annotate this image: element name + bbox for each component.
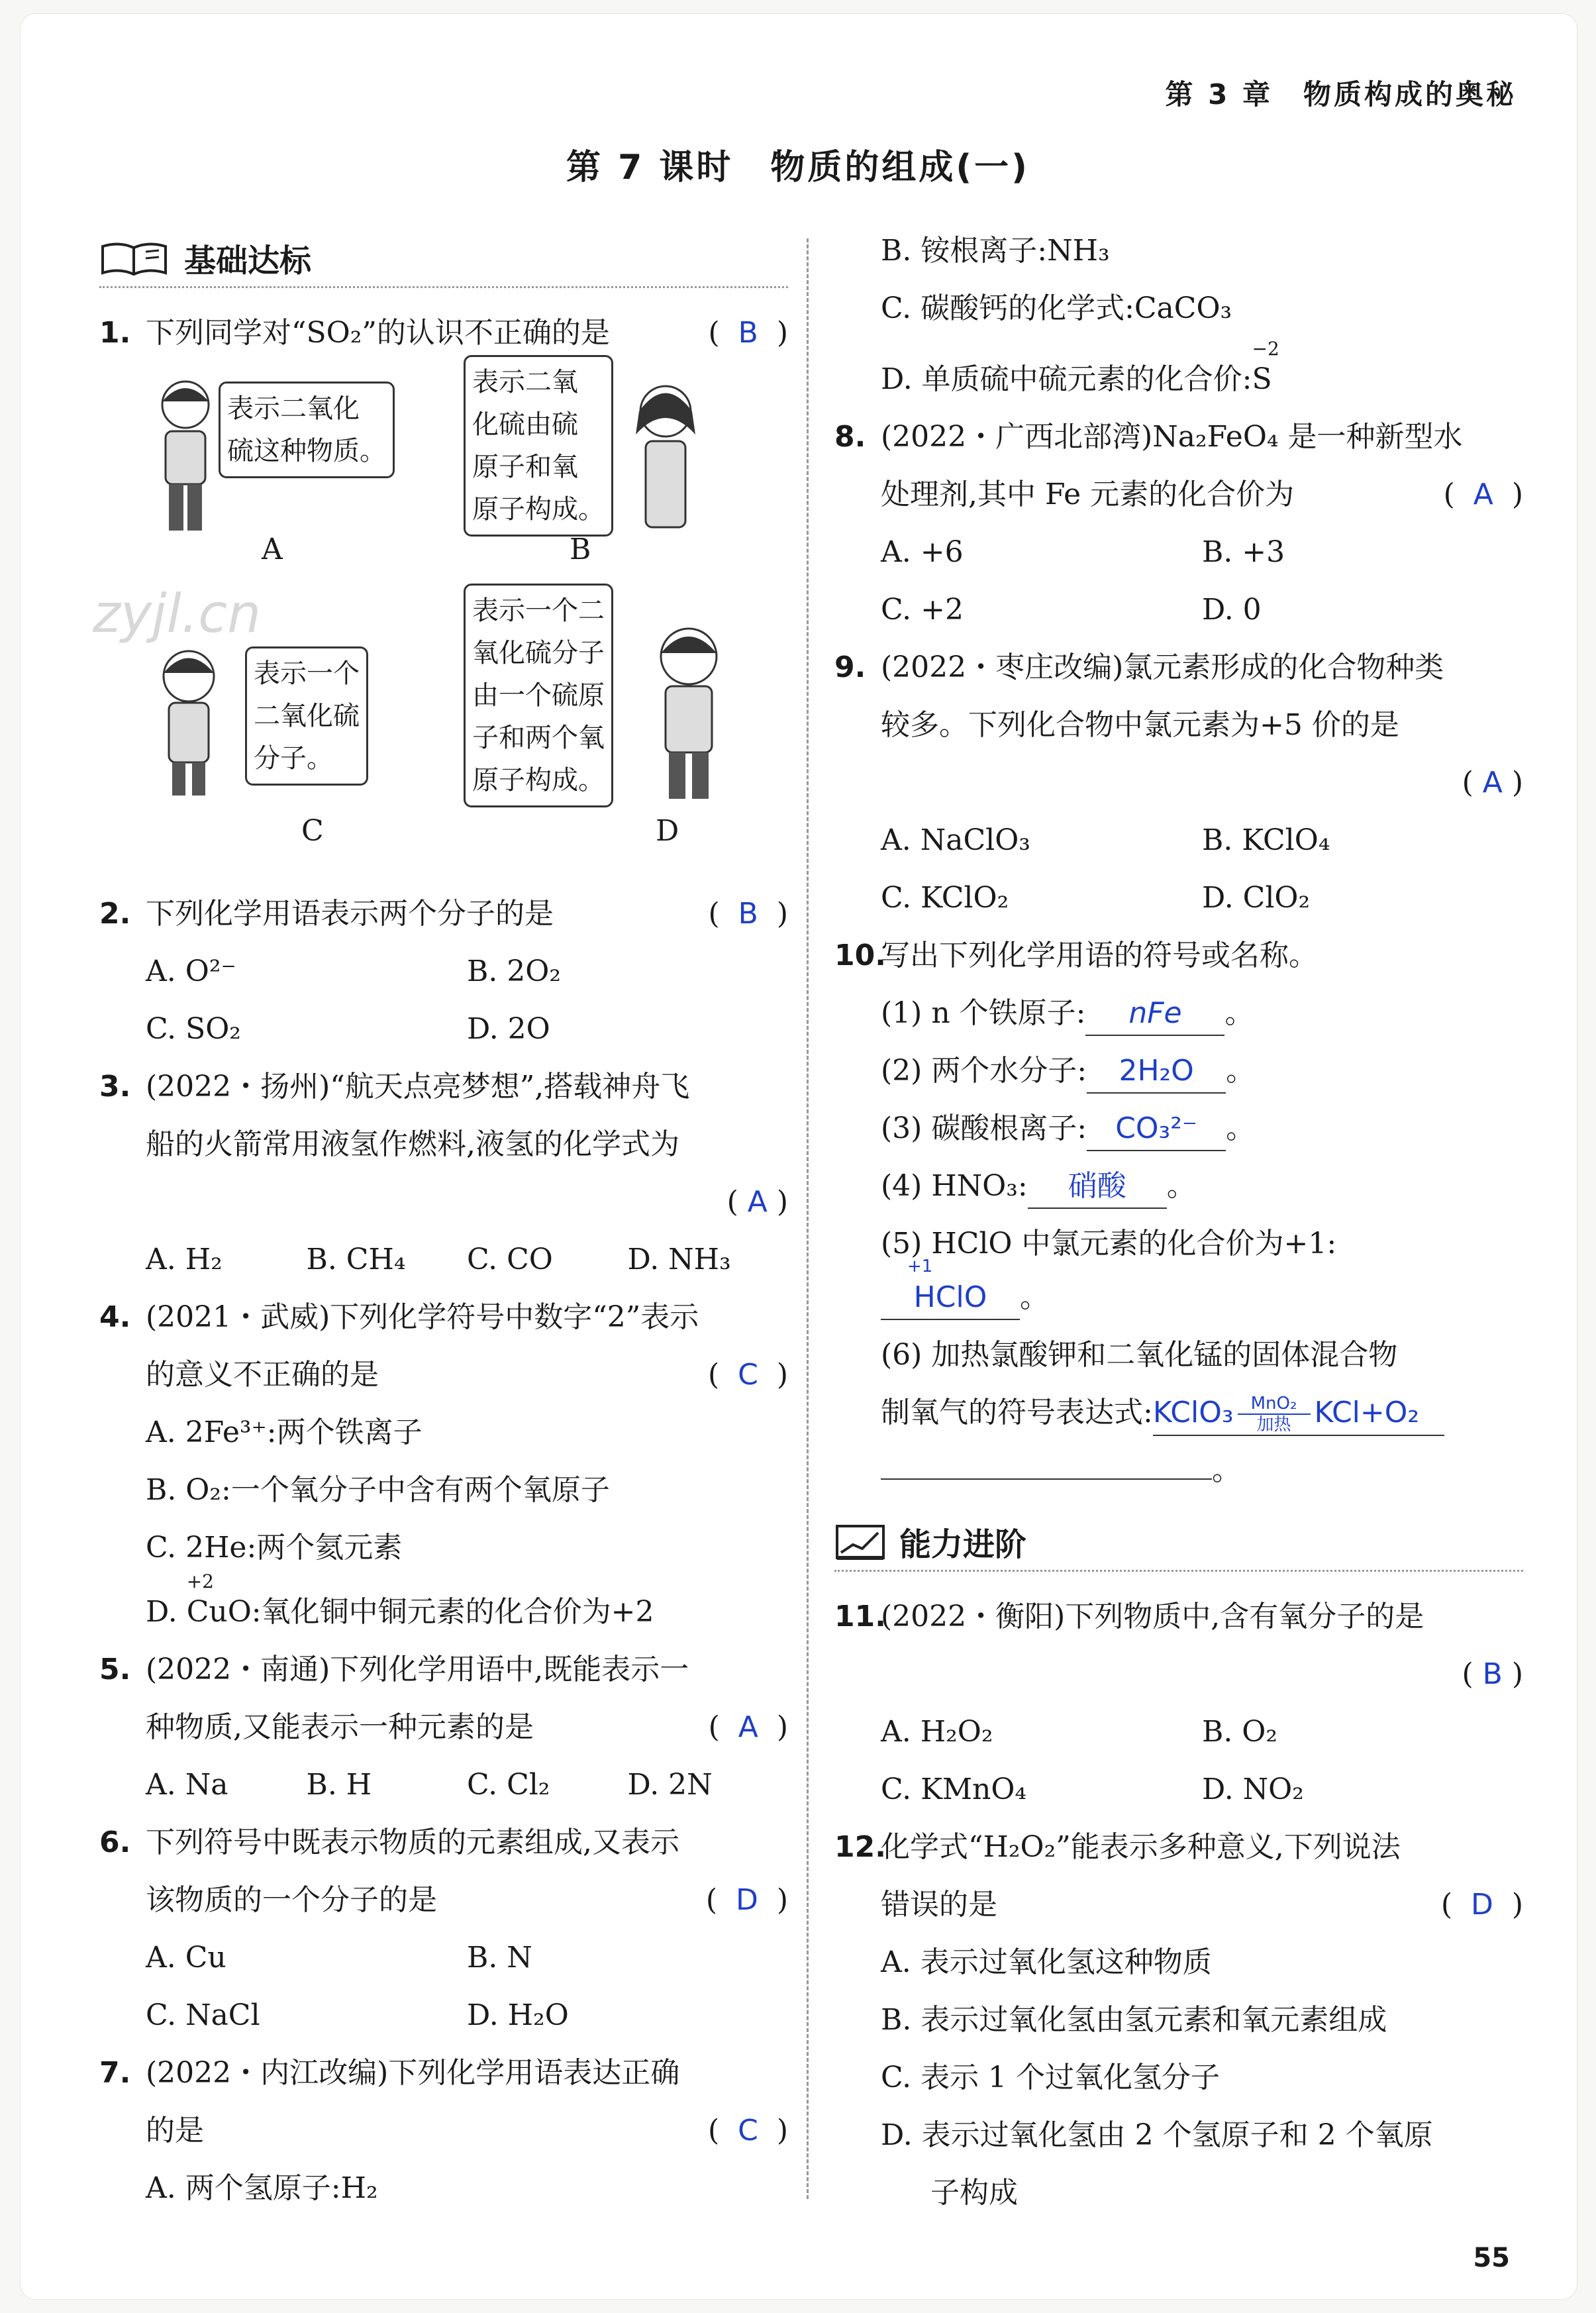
lesson-title: 第 7 课时 物质的组成(一) xyxy=(566,148,1030,187)
question-text-cont: 船的火箭常用液氢作燃料,液氢的化学式为 xyxy=(146,1127,679,1161)
question-text: (2022・内江改编)下列化学用语表达正确 xyxy=(146,2056,680,2090)
label-d: D xyxy=(656,814,679,848)
sub-question-3: (3) 碳酸根离子: CO₃²⁻ 。 xyxy=(834,1100,1523,1157)
option-a: A. H₂O₂ xyxy=(881,1715,993,1749)
question-text: 下列符号中既表示物质的元素组成,又表示 xyxy=(146,1825,679,1859)
option-d: D. NH₃ xyxy=(627,1243,731,1276)
answer-field: KClO₃ MnO₂ 加热 KCl+O₂ xyxy=(1153,1392,1444,1436)
section-title: 基础达标 xyxy=(184,242,312,280)
bubble-c: 表示一个 二氧化硫 分子。 xyxy=(245,646,368,786)
question-text-cont: 种物质,又能表示一种元素的是 xyxy=(146,1710,534,1744)
option-d: D. NO₂ xyxy=(1202,1773,1304,1806)
answer-box: ( D ) xyxy=(705,1883,788,1917)
option-a: A. 两个氢原子:H₂ xyxy=(146,2171,378,2205)
options xyxy=(834,523,1523,639)
question-number: 3. xyxy=(99,1070,131,1104)
sub-question-4: (4) HNO₃: 硝酸 。 xyxy=(834,1157,1523,1215)
question-text-cont: 错误的是 xyxy=(881,1888,997,1922)
options xyxy=(99,1929,788,2044)
option-b: B. H xyxy=(306,1768,372,1802)
question-5 xyxy=(99,1641,788,1814)
question-11 xyxy=(834,1588,1523,1818)
girl-illustration xyxy=(623,375,709,534)
option-b: B. +3 xyxy=(1202,535,1285,569)
question-text-cont: 处理剂,其中 Fe 元素的化合价为 xyxy=(881,478,1295,511)
option-c: C. CO xyxy=(467,1243,553,1276)
label-b: B xyxy=(570,533,591,566)
question-text: (2022・枣庄改编)氯元素形成的化合物种类 xyxy=(881,650,1444,684)
bubble-d: 表示一个二 氧化硫分子 由一个硫原 子和两个氧 原子构成。 xyxy=(464,584,613,807)
option-c: C. Cl₂ xyxy=(467,1768,550,1802)
answer-field: +1 HClO xyxy=(881,1276,1020,1320)
question-3 xyxy=(99,1058,788,1288)
answer-field: CO₃²⁻ xyxy=(1087,1107,1226,1151)
answer-field: nFe xyxy=(1085,992,1224,1036)
bubble-b: 表示二氧 化硫由硫 原子和氧 原子构成。 xyxy=(464,355,613,537)
right-column xyxy=(834,222,1523,2222)
question-number: 6. xyxy=(99,1825,131,1859)
option-b: B. O₂:一个氧分子中含有两个氧原子 xyxy=(146,1473,610,1507)
option-a: A. Cu xyxy=(146,1941,226,1975)
question-number: 2. xyxy=(99,897,131,931)
answer-box: ( C ) xyxy=(707,2114,788,2147)
option-d-cont: 子构成 xyxy=(930,2176,1018,2210)
question-12 xyxy=(834,1818,1523,2222)
question-6 xyxy=(99,1814,788,2044)
question-number: 8. xyxy=(834,420,866,454)
question-text-cont: 的意义不正确的是 xyxy=(146,1358,379,1392)
question-number: 9. xyxy=(834,650,866,684)
question-7 xyxy=(99,2044,788,2217)
options xyxy=(99,1231,788,1288)
column-divider xyxy=(807,238,809,2199)
question-9 xyxy=(834,639,1523,927)
section-title: 能力进阶 xyxy=(899,1526,1027,1563)
question-text: 下列同学对“SO₂”的认识不正确的是 xyxy=(146,316,610,350)
question-7-cont xyxy=(834,222,1523,408)
option-d: D. 单质硫中硫元素的化合价: −2 S xyxy=(881,338,1279,396)
section-basic xyxy=(99,235,788,288)
sub-question-6: (6) 加热氯酸钾和二氧化锰的固体混合物 制氧气的符号表达式:KClO₃ MnO₂ 加热 KCl+O₂ 。 xyxy=(834,1326,1523,1499)
answer-field: 2H₂O xyxy=(1087,1050,1226,1094)
answer-box: ( D ) xyxy=(1440,1888,1523,1922)
sub-question-5: (5) HClO 中氯元素的化合价为+1: +1 HClO 。 xyxy=(834,1215,1523,1326)
option-b: B. KClO₄ xyxy=(1202,823,1330,857)
question-text: 化学式“H₂O₂”能表示多种意义,下列说法 xyxy=(881,1830,1401,1864)
option-d: D. +2 CuO:氧化铜中铜元素的化合价为+2 xyxy=(146,1570,654,1629)
bubble-a: 表示二氧化 硫这种物质。 xyxy=(219,382,395,478)
question-text: (2022・南通)下列化学用语中,既能表示一 xyxy=(146,1653,689,1686)
answer-box: ( A ) xyxy=(1462,766,1523,799)
label-a: A xyxy=(262,533,283,566)
option-b: B. CH₄ xyxy=(306,1243,406,1276)
left-column xyxy=(99,235,788,2217)
option-d: D. H₂O xyxy=(467,1998,569,2032)
question-number: 1. xyxy=(99,316,131,350)
options xyxy=(834,811,1523,927)
options xyxy=(99,943,788,1058)
option-a: A. O²⁻ xyxy=(146,954,236,988)
question-text: (2022・衡阳)下列物质中,含有氧分子的是 xyxy=(881,1600,1424,1633)
answer-box: ( B ) xyxy=(708,897,788,931)
answer-box: ( A ) xyxy=(1443,478,1523,511)
option-a: A. Na xyxy=(146,1768,228,1802)
question-1 xyxy=(99,304,788,885)
option-c: C. 碳酸钙的化学式:CaCO₃ xyxy=(881,291,1232,325)
answer-box: ( B ) xyxy=(708,316,788,350)
option-c: C. KMnO₄ xyxy=(881,1773,1027,1806)
option-a: A. H₂ xyxy=(146,1243,223,1276)
option-a: A. 2Fe³⁺:两个铁离子 xyxy=(146,1415,423,1449)
option-b: B. O₂ xyxy=(1202,1715,1278,1749)
label-c: C xyxy=(301,814,324,848)
option-b: B. 铵根离子:NH₃ xyxy=(881,234,1110,268)
question-number: 12. xyxy=(834,1830,886,1864)
question-number: 10. xyxy=(834,939,886,972)
option-b: B. 表示过氧化氢由氢元素和氧元素组成 xyxy=(881,2003,1387,2037)
option-c: C. +2 xyxy=(881,593,964,627)
option-b: B. 2O₂ xyxy=(467,954,562,988)
answer-box: ( A ) xyxy=(726,1185,788,1219)
option-d: D. 2N xyxy=(627,1768,713,1802)
option-a: A. +6 xyxy=(881,535,964,569)
sub-question-2: (2) 两个水分子: 2H₂O 。 xyxy=(834,1042,1523,1100)
question-number: 4. xyxy=(99,1300,131,1334)
question-4 xyxy=(99,1288,788,1641)
option-a: A. 表示过氧化氢这种物质 xyxy=(881,1945,1212,1979)
chapter-header: 第 3 章 物质构成的奥秘 xyxy=(1165,78,1517,111)
answer-box: ( B ) xyxy=(1462,1657,1523,1691)
page-number: 55 xyxy=(1473,2243,1510,2273)
options xyxy=(834,1703,1523,1818)
option-a: A. NaClO₃ xyxy=(881,823,1030,857)
question-text-cont: 较多。下列化合物中氯元素为+5 价的是 xyxy=(881,708,1399,742)
option-c: C. KClO₂ xyxy=(881,881,1009,915)
question-text: 写出下列化学用语的符号或名称。 xyxy=(881,939,1318,972)
boy-illustration xyxy=(146,375,225,534)
option-c: C. NaCl xyxy=(146,1998,260,2032)
question-number: 7. xyxy=(99,2056,131,2090)
question-number: 11. xyxy=(834,1600,886,1633)
question-text: 下列化学用语表示两个分子的是 xyxy=(146,897,554,931)
option-d: D. 0 xyxy=(1202,593,1262,627)
watermark: zyjl.cn xyxy=(93,583,261,644)
question-2 xyxy=(99,885,788,1058)
answer-field: 硝酸 xyxy=(1028,1165,1167,1209)
girl-2-illustration xyxy=(146,640,232,799)
option-c: C. SO₂ xyxy=(146,1012,241,1046)
question-text: (2022・广西北部湾)Na₂FeO₄ 是一种新型水 xyxy=(881,420,1463,454)
question-text: (2021・武威)下列化学符号中数字“2”表示 xyxy=(146,1300,699,1334)
boy-2-illustration xyxy=(639,617,738,802)
option-c: C. 2He:两个氦元素 xyxy=(146,1531,403,1565)
option-d: D. ClO₂ xyxy=(1202,881,1311,915)
answer-box: ( C ) xyxy=(707,1358,788,1392)
answer-field-cont xyxy=(881,1478,1212,1480)
book-icon xyxy=(99,238,172,278)
option-b: B. N xyxy=(467,1941,532,1975)
option-d: D. 表示过氧化氢由 2 个氢原子和 2 个氧原 xyxy=(881,2118,1433,2152)
options xyxy=(99,1756,788,1814)
question-number: 5. xyxy=(99,1653,131,1686)
chart-icon xyxy=(834,1522,887,1562)
section-advanced xyxy=(834,1519,1523,1572)
answer-box: ( A ) xyxy=(708,1710,788,1744)
question-8 xyxy=(834,408,1523,639)
question-text-cont: 该物质的一个分子的是 xyxy=(146,1883,437,1917)
q1-figure xyxy=(146,362,788,885)
option-c: C. 表示 1 个过氧化氢分子 xyxy=(881,2061,1221,2094)
question-text-cont: 的是 xyxy=(146,2114,204,2147)
option-d: D. 2O xyxy=(467,1012,550,1046)
question-text: (2022・扬州)“航天点亮梦想”,搭载神舟飞 xyxy=(146,1070,690,1104)
sub-question-1: (1) n 个铁原子: nFe 。 xyxy=(834,984,1523,1042)
question-10 xyxy=(834,927,1523,1499)
